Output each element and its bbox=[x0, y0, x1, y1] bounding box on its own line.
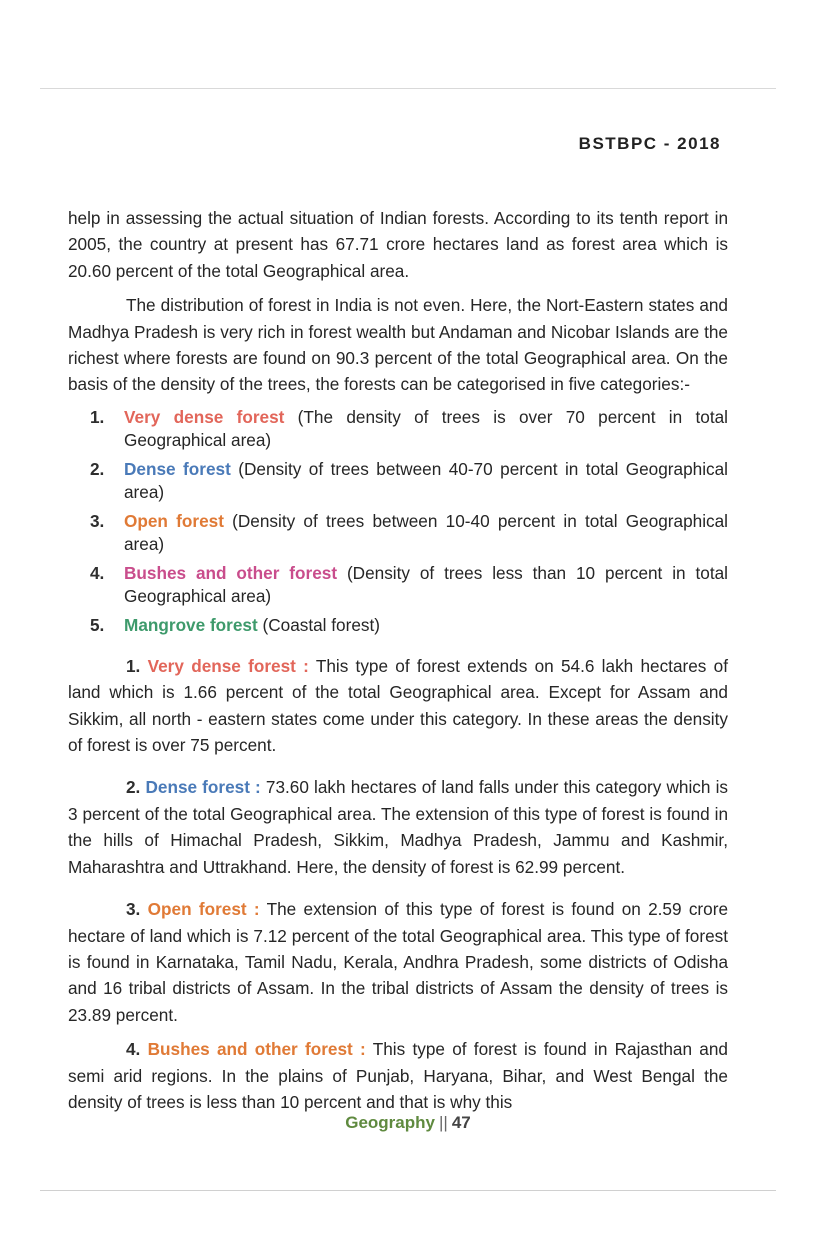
category-description: (Density of trees less than 10 percent in total Geographical area) bbox=[124, 562, 728, 606]
section-open-forest bbox=[68, 896, 728, 1028]
footer-subject: Geography bbox=[345, 1113, 435, 1132]
category-term: Bushes and other forest bbox=[124, 562, 338, 583]
page-body bbox=[68, 205, 728, 1115]
intro-paragraph-1: help in assessing the actual situation of Indian forests. According to its tenth report in 2005, the country at present has 67.71 crore hectares land as forest area which is 20.60 percent of the total Geographical area. bbox=[68, 208, 728, 281]
section-text: The extension of this type of forest is found on 2.59 crore hectare of land which is 7.12 percent of the total Geographical area. This type of forest is found in Karnataka, Tamil Nadu, Kerala, Andhra Pradesh, some districts of Odisha and 16 tribal districts of Assam. In the tribal districts of Assam the density of trees is 23.89 percent. bbox=[68, 899, 728, 1025]
section-text: This type of forest extends on 54.6 lakh hectares of land which is 1.66 percent of the total Geographical area. Except for Assam and Sikkim, all north - eastern states come under this category. In these areas the density of forest is over 75 percent. bbox=[68, 655, 728, 756]
category-item bbox=[68, 614, 728, 637]
category-item bbox=[68, 562, 728, 608]
section-very-dense-forest bbox=[68, 653, 728, 759]
section-paragraph bbox=[68, 774, 728, 880]
category-term: Dense forest bbox=[124, 458, 231, 479]
footer-separator: || bbox=[438, 1113, 448, 1132]
category-number: 3. bbox=[90, 510, 105, 531]
category-description: (Density of trees between 40-70 percent in total Geographical area) bbox=[124, 458, 728, 502]
section-text: 73.60 lakh hectares of land falls under this category which is 3 percent of the total Geographical area. The extension of this type of forest is found in the hills of Himachal Pradesh, Sikkim, Madhya Pradesh, Jammu and Kashmir, Maharashtra and Uttrakhand. Here, the density of forest is 62.99 percent. bbox=[68, 777, 728, 877]
section-paragraph bbox=[68, 1036, 728, 1115]
category-description: (Density of trees between 10-40 percent in total Geographical area) bbox=[124, 510, 728, 554]
category-number: 2. bbox=[90, 458, 105, 479]
category-description: (The density of trees is over 70 percent in total Geographical area) bbox=[124, 406, 728, 450]
section-number: 1. bbox=[126, 655, 141, 676]
category-description: (Coastal forest) bbox=[257, 614, 380, 635]
section-number: 2. bbox=[126, 777, 141, 798]
section-term: Very dense forest : bbox=[147, 655, 309, 676]
category-term: Mangrove forest bbox=[124, 614, 258, 635]
category-number: 4. bbox=[90, 562, 105, 583]
section-paragraph bbox=[68, 653, 728, 759]
top-divider bbox=[40, 88, 776, 89]
category-number: 5. bbox=[90, 614, 105, 635]
section-term: Open forest : bbox=[147, 899, 260, 920]
section-number: 4. bbox=[126, 1039, 141, 1060]
section-number: 3. bbox=[126, 899, 141, 920]
section-dense-forest bbox=[68, 774, 728, 880]
category-item bbox=[68, 406, 728, 452]
section-term: Dense forest : bbox=[145, 777, 261, 798]
category-term: Open forest bbox=[124, 510, 224, 531]
section-bushes-forest bbox=[68, 1036, 728, 1115]
section-term: Bushes and other forest : bbox=[147, 1039, 366, 1060]
bottom-divider bbox=[40, 1190, 776, 1191]
page-footer bbox=[0, 1113, 816, 1133]
category-term: Very dense forest bbox=[124, 406, 285, 427]
category-item bbox=[68, 458, 728, 504]
header-code: BSTBPC - 2018 bbox=[578, 134, 721, 153]
category-item bbox=[68, 510, 728, 556]
section-paragraph bbox=[68, 896, 728, 1028]
category-number: 1. bbox=[90, 406, 105, 427]
section-text: This type of forest is found in Rajasthan and semi arid regions. In the plains of Punjab, Haryana, Bihar, and West Bengal the density of trees is less than 10 percent and that is why this bbox=[68, 1039, 728, 1112]
intro-paragraph-2: The distribution of forest in India is not even. Here, the Nort-Eastern states and Madhya Pradesh is very rich in forest wealth but Andaman and Nicobar Islands are the richest where forests are found on 90.3 percent of the total Geographical area. On the basis of the density of the trees, the forests can be categorised in five categories:- bbox=[68, 295, 728, 395]
page-number: 47 bbox=[451, 1113, 471, 1132]
forest-category-list bbox=[68, 406, 728, 637]
